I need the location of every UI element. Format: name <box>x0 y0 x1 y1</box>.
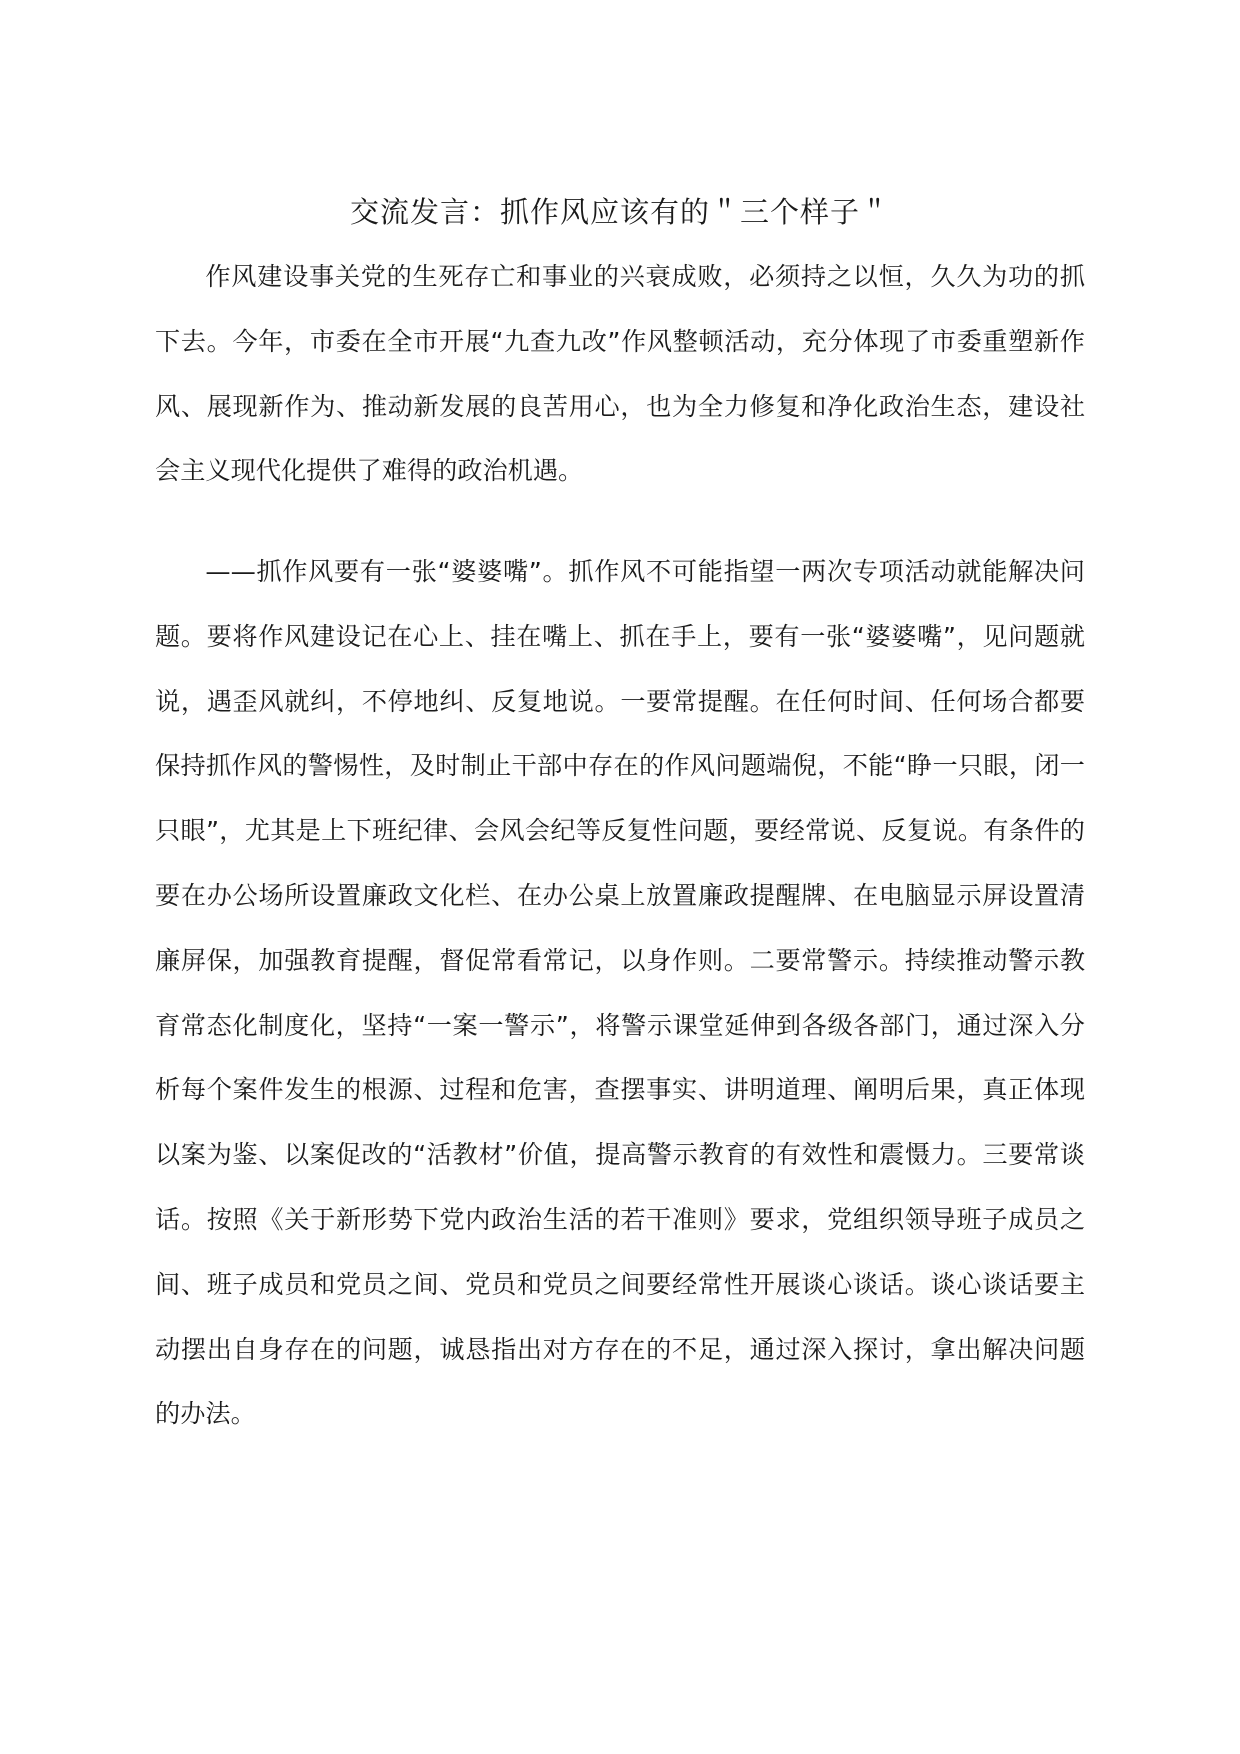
paragraph-grandma-mouth: ——抓作风要有一张“婆婆嘴”。抓作风不可能指望一两次专项活动就能解决问题。要将作风建设记在心上、挂在嘴上、抓在手上，要有一张“婆婆嘴”，见问题就说，遇歪风就纠，不停地纠、反复地说。一要常提醒。在任何时间、任何场合都要保持抓作风的警惕性，及时制止干部中存在的作风问题端倪，不能“睁一只眼，闭一只眼”，尤其是上下班纪律、会风会纪等反复性问题，要经常说、反复说。有条件的要在办公场所设置廉政文化栏、在办公桌上放置廉政提醒牌、在电脑显示屏设置清廉屏保，加强教育提醒，督促常看常记，以身作则。二要常警示。持续推动警示教育常态化制度化，坚持“一案一警示”，将警示课堂延伸到各级各部门，通过深入分析每个案件发生的根源、过程和危害，查摆事实、讲明道理、阐明后果，真正体现以案为鉴、以案促改的“活教材”价值，提高警示教育的有效性和震慑力。三要常谈话。按照《关于新形势下党内政治生活的若干准则》要求，党组织领导班子成员之间、班子成员和党员之间、党员和党员之间要经常性开展谈心谈话。谈心谈话要主动摆出自身存在的问题，诚恳指出对方存在的不足，通过深入探讨，拿出解决问题的办法。 <box>155 557 1085 1429</box>
document-title: 交流发言：抓作风应该有的＂三个样子＂ <box>349 195 890 229</box>
paragraph-introduction: 作风建设事关党的生死存亡和事业的兴衰成败，必须持之以恒，久久为功的抓下去。今年，市委在全市开展“九查九改”作风整顿活动，充分体现了市委重塑新作风、展现新作为、推动新发展的良苦用心，也为全力修复和净化政治生态，建设社会主义现代化提供了难得的政治机遇。 <box>155 262 1085 486</box>
